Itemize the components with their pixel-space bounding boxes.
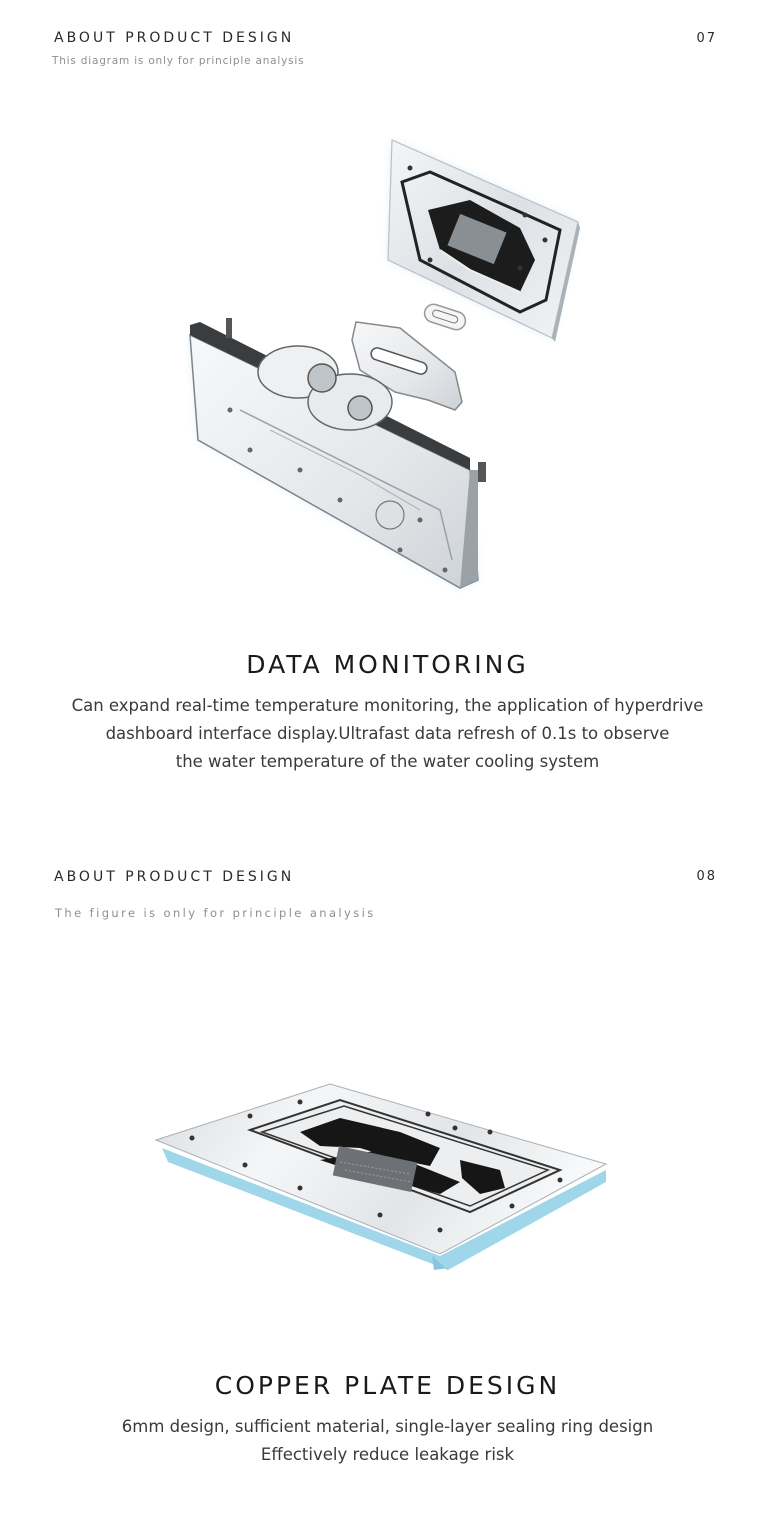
section-title: ABOUT PRODUCT DESIGN [54,869,295,885]
section-subtitle: This diagram is only for principle analysis [52,55,305,67]
section-number: 08 [696,869,717,884]
section-description [0,692,775,776]
section-description [0,1413,775,1469]
exploded-water-block-illustration [0,110,775,630]
section-number: 07 [696,31,717,46]
section-title: ABOUT PRODUCT DESIGN [54,30,295,46]
section-subtitle: The figure is only for principle analysis [55,906,376,920]
section-headline: COPPER PLATE DESIGN [214,1371,561,1400]
acrylic-block-part [190,318,486,588]
description-line: 6mm design, sufficient material, single-layer sealing ring design [121,1417,654,1436]
description-line: the water temperature of the water cooling system [175,752,600,771]
cover-plate-part [388,140,580,342]
description-line: dashboard interface display.Ultrafast data refresh of 0.1s to observe [105,724,670,743]
section-headline: DATA MONITORING [246,650,529,679]
description-line: Effectively reduce leakage risk [260,1445,515,1464]
description-line: Can expand real-time temperature monitoring, the application of hyperdrive [71,696,704,715]
gasket-part [422,302,468,332]
copper-plate-illustration [0,1070,775,1310]
